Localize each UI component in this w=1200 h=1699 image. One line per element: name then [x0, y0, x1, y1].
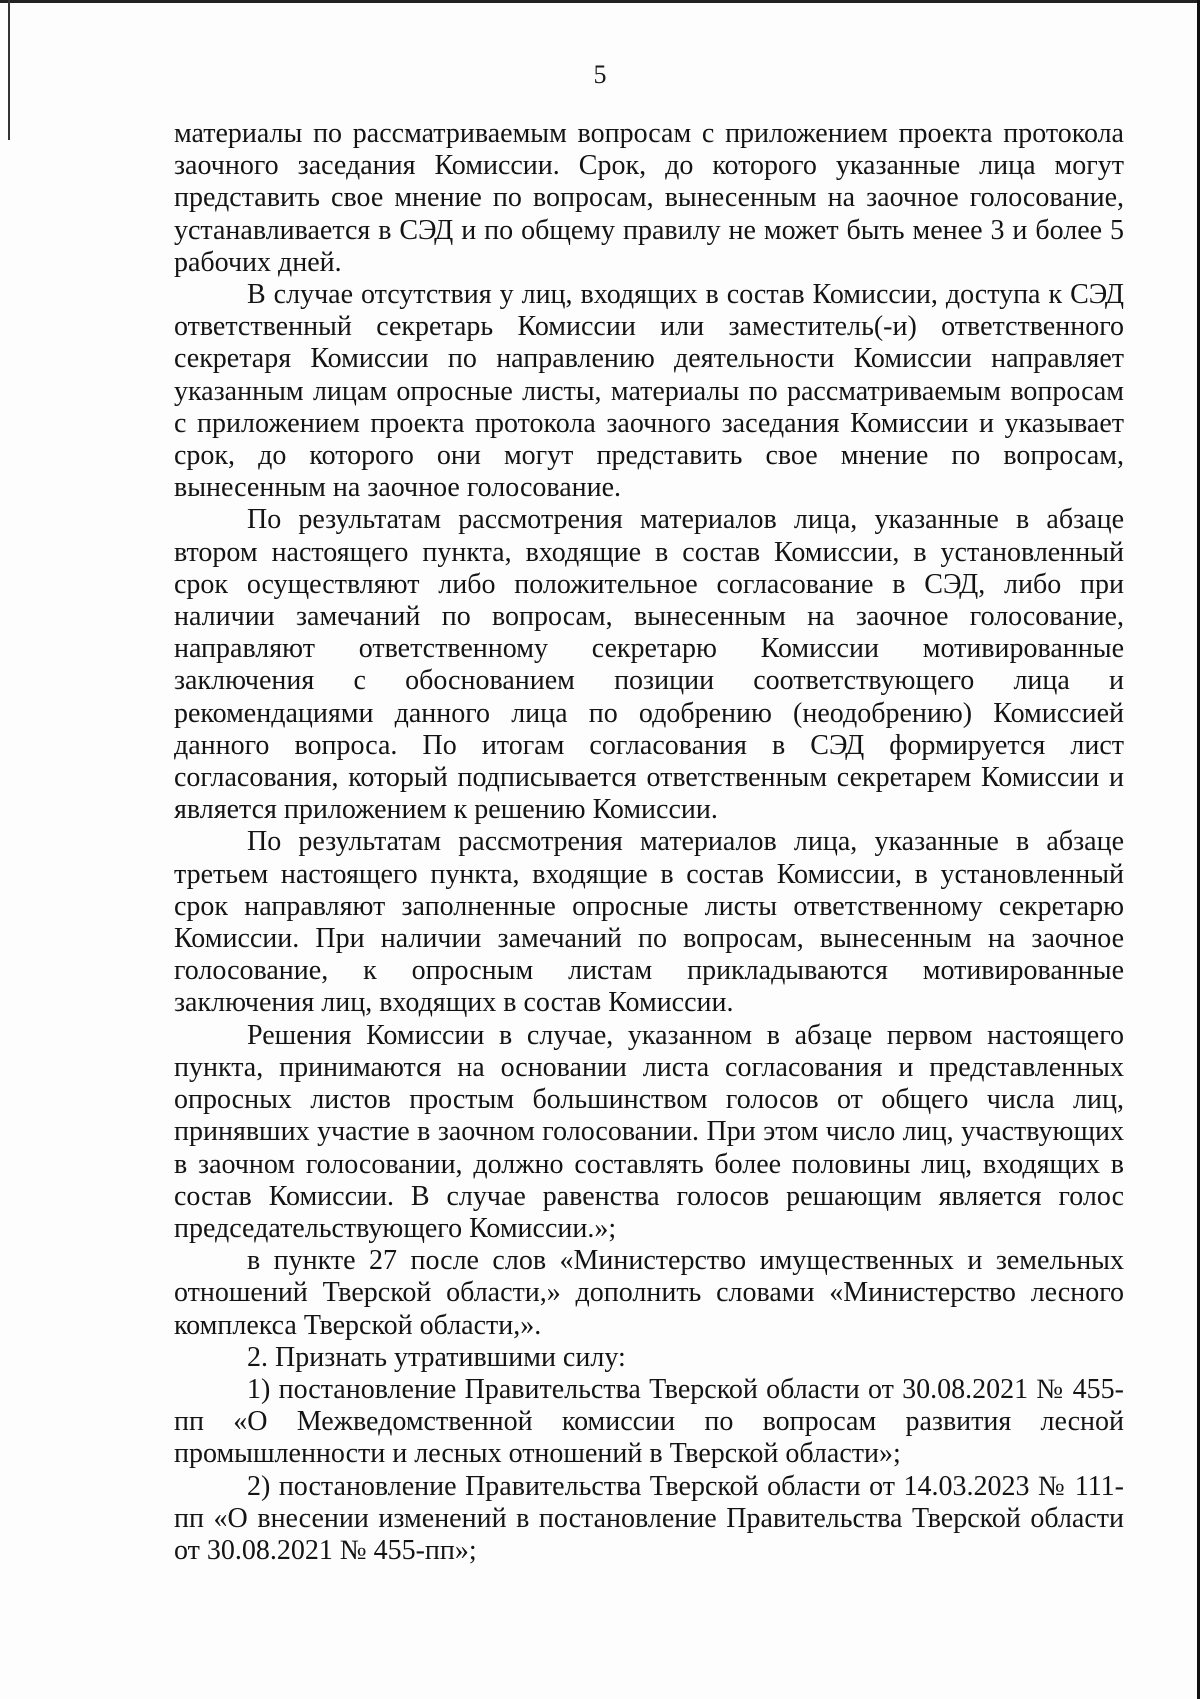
paragraph: в пункте 27 после слов «Министерство имущественных и земельных отношений Тверской области,» дополнить словами «Министерство лесного комплекса Тверской области,».	[174, 1245, 1124, 1341]
paragraph: материалы по рассматриваемым вопросам с приложением проекта протокола заочного заседания Комиссии. Срок, до которого указанные лица могут представить свое мнение по вопросам, вынесенным на заочное голосование, устанавливается в СЭД и по общему правилу не может быть менее 3 и более 5 рабочих дней.	[174, 118, 1124, 278]
paragraph: 1) постановление Правительства Тверской области от 30.08.2021 № 455-пп «О Межведомственной комиссии по вопросам развития лесной промышленности и лесных отношений в Тверской области»;	[174, 1373, 1124, 1470]
scan-border-top	[0, 0, 1200, 3]
paragraph: В случае отсутствия у лиц, входящих в состав Комиссии, доступа к СЭД ответственный секретарь Комиссии или заместитель(-и) ответственного секретаря Комиссии по направлению деятельности Комиссии направляет указанным лицам опросные листы, материалы по рассматриваемым вопросам с приложением проекта протокола заочного заседания Комиссии и указывает срок, до которого они могут представить свое мнение по вопросам, вынесенным на заочное голосование.	[174, 279, 1124, 504]
paragraph: По результатам рассмотрения материалов лица, указанные в абзаце втором настоящего пункта, входящие в состав Комиссии, в установленный срок осуществляют либо положительное согласование в СЭД, либо при наличии замечаний по вопросам, вынесенным на заочное голосование, направляют ответственному секретарю Комиссии мотивированные заключения с обоснованием позиции соответствующего лица и рекомендациями данного лица по одобрению (неодобрению) Комиссией данного вопроса. По итогам согласования в СЭД формируется лист согласования, который подписывается ответственным секретарем Комиссии и является приложением к решению Комиссии.	[174, 504, 1124, 826]
paragraph: Решения Комиссии в случае, указанном в абзаце первом настоящего пункта, принимаются на основании листа согласования и представленных опросных листов простым большинством голосов от общего числа лиц, принявших участие в заочном голосовании. При этом число лиц, участвующих в заочном голосовании, должно составлять более половины лиц, входящих в состав Комиссии. В случае равенства голосов решающим является голос председательствующего Комиссии.»;	[174, 1019, 1124, 1244]
page-number: 5	[593, 60, 607, 89]
document-body	[174, 118, 1124, 1567]
paragraph: 2) постановление Правительства Тверской области от 14.03.2023 № 111-пп «О внесении изменений в постановление Правительства Тверской области от 30.08.2021 № 455-пп»;	[174, 1470, 1124, 1566]
paragraph: По результатам рассмотрения материалов лица, указанные в абзаце третьем настоящего пункта, входящие в состав Комиссии, в установленный срок направляют заполненные опросные листы ответственному секретарю Комиссии. При наличии замечаний по вопросам, вынесенным на заочное голосование, к опросным листам прикладываются мотивированные заключения лиц, входящих в состав Комиссии.	[174, 826, 1124, 1019]
paragraph: 2. Признать утратившими силу:	[247, 1341, 626, 1373]
